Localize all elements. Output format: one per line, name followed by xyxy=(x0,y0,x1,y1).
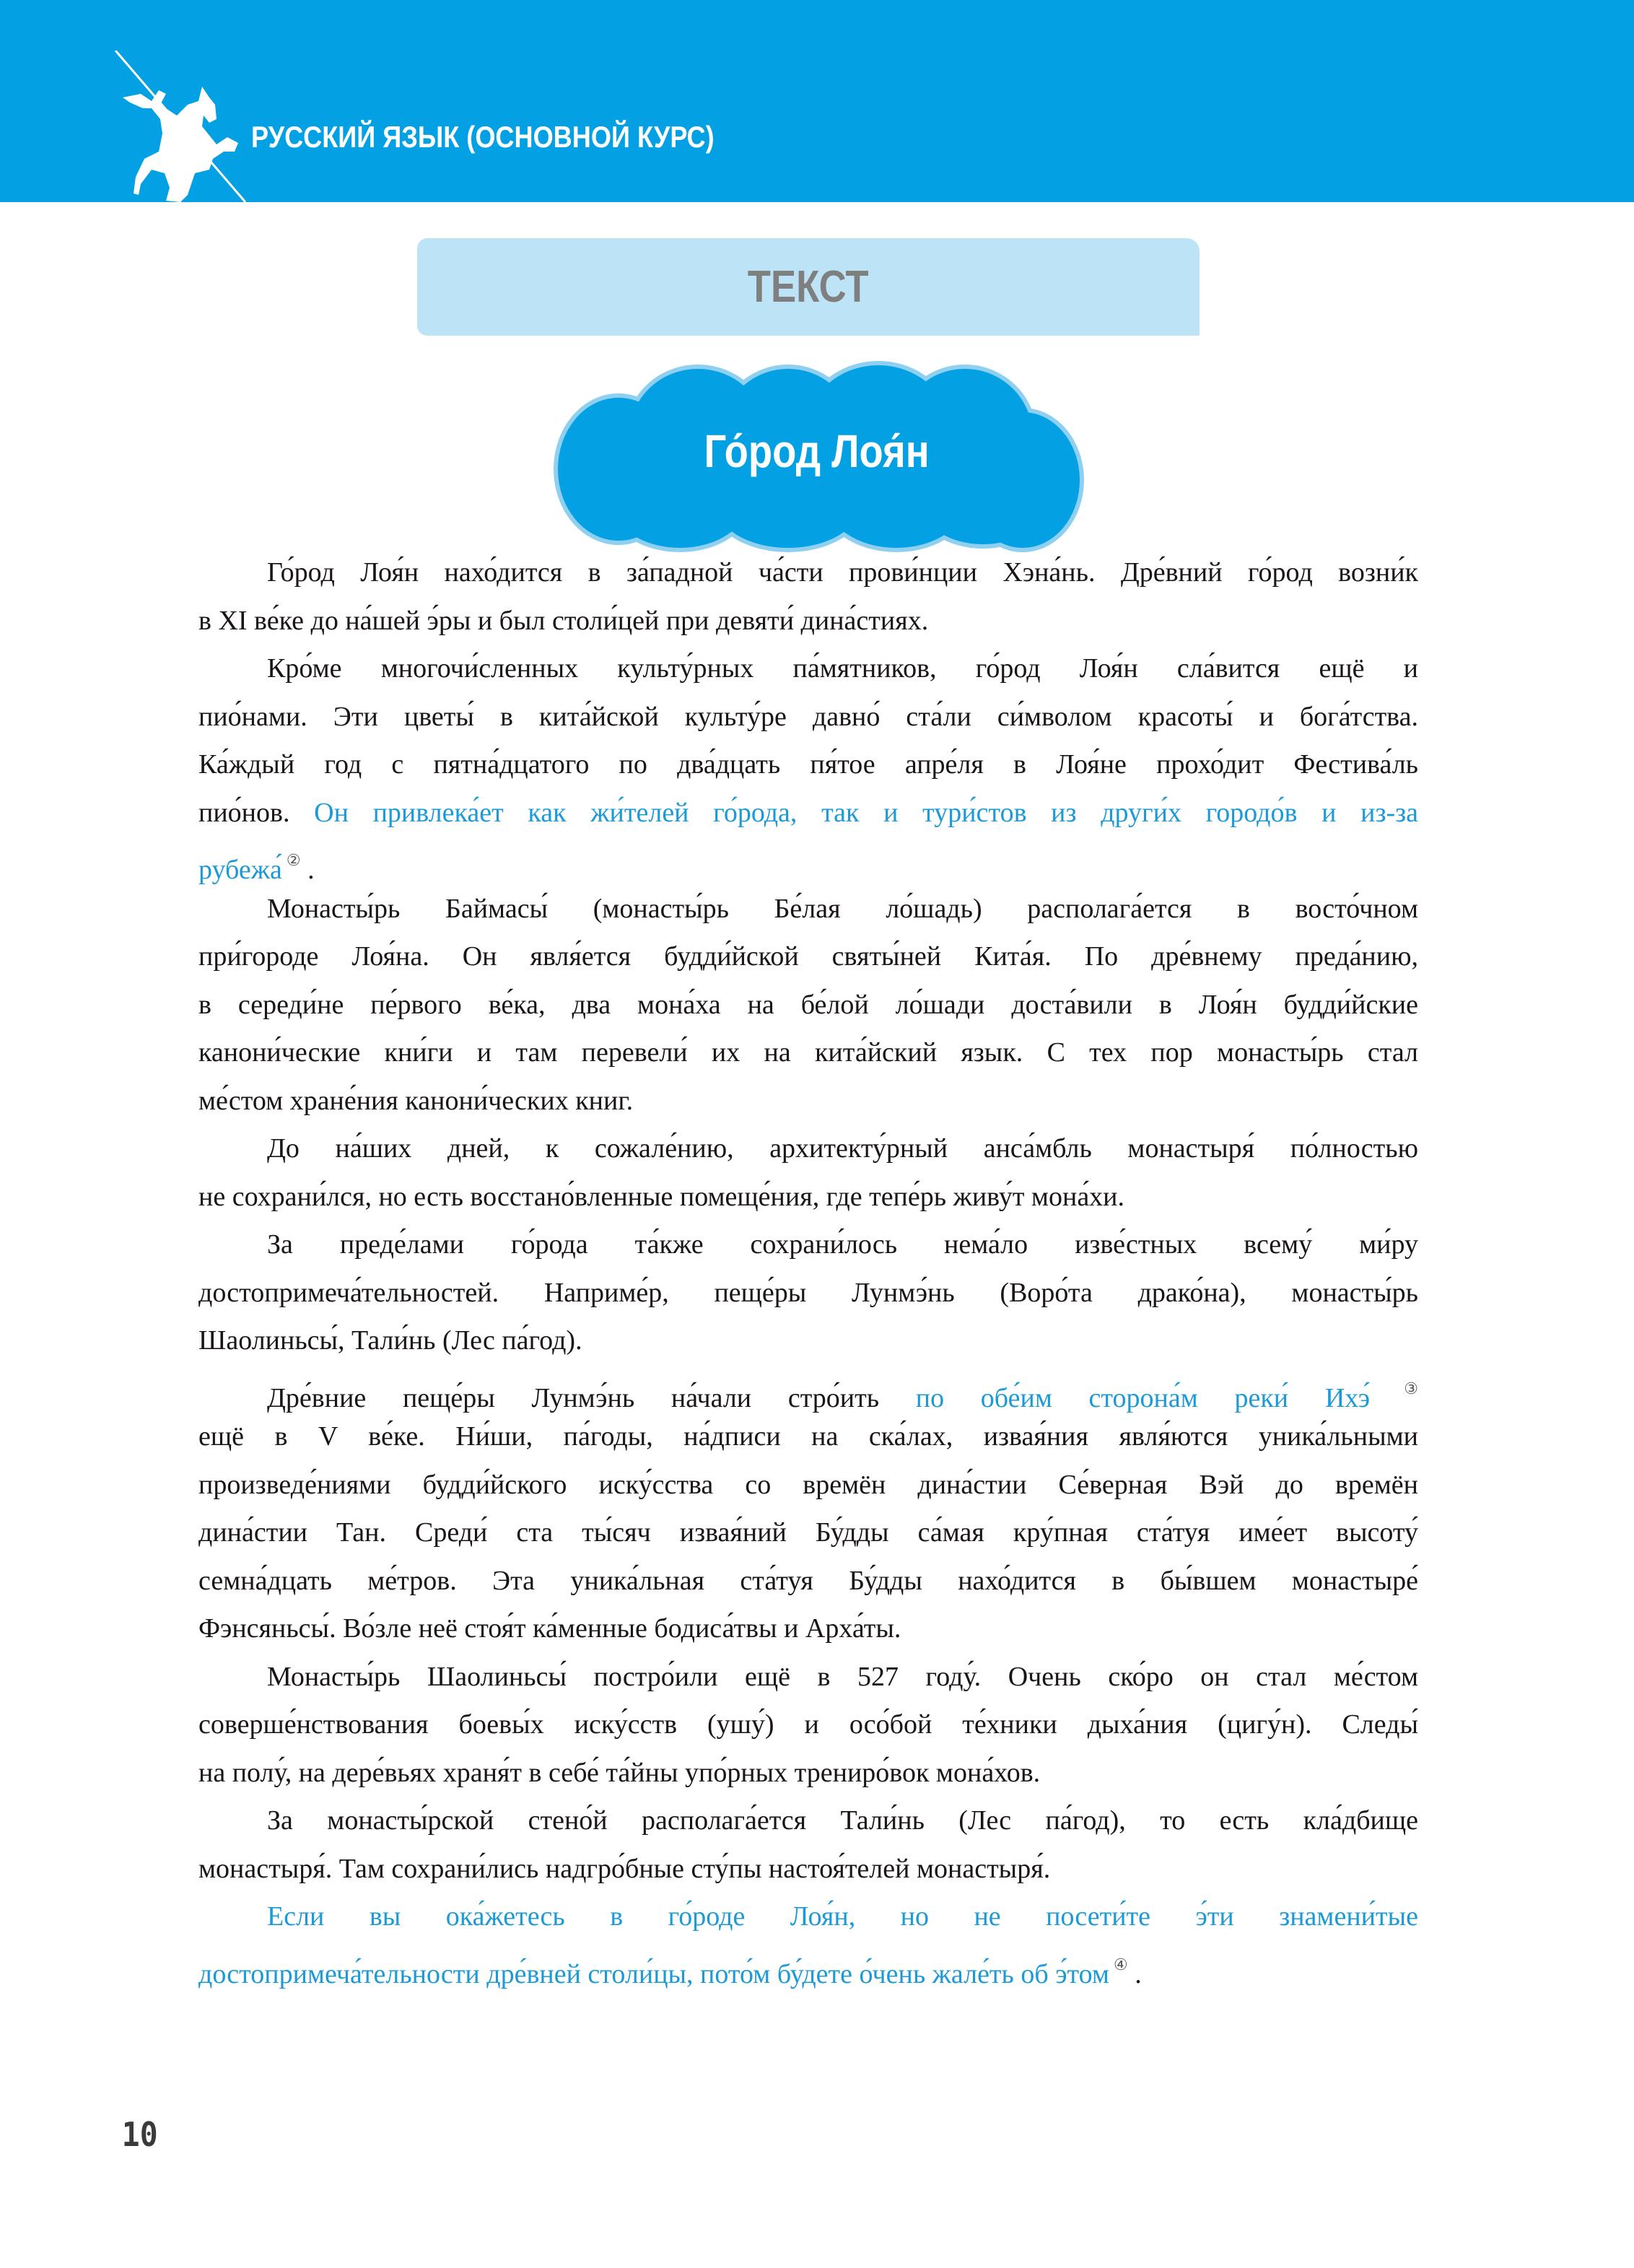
text-segment: дина́стии Тан. Среди́ ста ты́сяч извая́ний Бу́дды са́мая кру́пная ста́туя име́ет высоту́ xyxy=(198,1517,1418,1548)
text-line xyxy=(198,1701,1418,1749)
text-segment: монастыря́. Там сохрани́лись надгро́бные сту́пы настоя́телей монастыря́. xyxy=(198,1853,1051,1884)
text-line xyxy=(198,549,1418,597)
text-line xyxy=(198,1509,1418,1557)
text-line xyxy=(198,933,1418,981)
text-line xyxy=(198,597,1418,645)
footnote-marker: ② xyxy=(286,851,301,869)
text-segment: Шаолиньсы́, Тали́нь (Лес па́год). xyxy=(198,1325,582,1356)
text-line xyxy=(198,789,1418,837)
text-segment: Монасты́рь Баймасы́ (монасты́рь Бе́лая ло́шадь) располага́ется в восто́чном xyxy=(267,893,1418,924)
highlighted-phrase: рубежа́ xyxy=(198,855,282,885)
text-line xyxy=(198,1413,1418,1461)
highlighted-phrase: Если вы ока́жетесь в го́роде Лоя́н, но не посети́те э́ти знамени́тые xyxy=(267,1901,1418,1932)
text-line xyxy=(198,1173,1418,1221)
text-line xyxy=(198,1125,1418,1173)
highlighted-phrase: достопримеча́тельности дре́вней столи́цы, пото́м бу́дете о́чень жале́ть об э́том xyxy=(198,1958,1109,1989)
text-line xyxy=(198,1317,1418,1365)
section-label-box xyxy=(417,238,1200,336)
text-line xyxy=(198,1941,1418,1989)
text-segment: соверше́нствования боевы́х иску́сств (ушу́) и осо́бой те́хники дыха́ния (цигу́н). Следы́ xyxy=(198,1709,1418,1740)
text-line xyxy=(198,1461,1418,1509)
section-label: ТЕКСТ xyxy=(748,262,869,312)
text-title xyxy=(550,361,1084,541)
text-segment: пио́нов. xyxy=(198,797,315,828)
text-line xyxy=(198,1845,1418,1893)
text-line xyxy=(198,1029,1418,1077)
text-title-label: Го́род Лоя́н xyxy=(704,425,930,477)
text-line xyxy=(198,885,1418,933)
text-line xyxy=(198,693,1418,741)
highlighted-phrase: по обе́им сторона́м реки́ Ихэ́ xyxy=(915,1382,1371,1413)
text-line xyxy=(198,1269,1418,1317)
text-line xyxy=(198,1653,1418,1701)
reading-text xyxy=(198,549,1418,1989)
text-segment: Го́род Лоя́н нахо́дится в за́падной ча́сти прови́нции Хэна́нь. Дре́вний го́род возни́к xyxy=(267,557,1418,588)
text-line xyxy=(198,1605,1418,1653)
text-line xyxy=(198,837,1418,885)
text-segment: . xyxy=(1127,1958,1142,1989)
text-segment: . xyxy=(300,855,315,885)
text-segment: в XI ве́ке до на́шей э́ры и был столи́цей при девяти́ дина́стиях. xyxy=(198,605,929,636)
text-segment: канони́ческие кни́ги и там перевели́ их на кита́йский язык. С тех пор монасты́рь стал xyxy=(198,1037,1418,1068)
text-segment: не сохрани́лся, но есть восстано́вленные помеще́ния, где тепе́рь живу́т мона́хи. xyxy=(198,1181,1125,1212)
text-line xyxy=(198,741,1418,789)
text-segment: За монасты́рской стено́й располага́ется Тали́нь (Лес па́год), то есть кла́дбище xyxy=(267,1805,1418,1836)
text-segment: при́городе Лоя́на. Он явля́ется будди́йской святы́ней Кита́я. По дре́внему преда́нию, xyxy=(198,941,1418,972)
page-number: 10 xyxy=(121,2115,158,2154)
text-segment: Кро́ме многочи́сленных культу́рных па́мятников, го́род Лоя́н сла́вится ещё и xyxy=(267,653,1418,684)
text-line xyxy=(198,1077,1418,1125)
text-line xyxy=(198,1221,1418,1269)
text-segment: ещё в V ве́ке. Ни́ши, па́годы, на́дписи на ска́лах, извая́ния явля́ются уника́льными xyxy=(198,1421,1418,1452)
text-line xyxy=(198,645,1418,693)
text-segment: ме́стом хране́ния канони́ческих книг. xyxy=(198,1085,634,1116)
page-header xyxy=(0,0,1634,202)
text-line xyxy=(198,1557,1418,1605)
text-segment: семна́дцать ме́тров. Эта уника́льная ста́туя Бу́дды нахо́дится в бы́вшем монастыре́ xyxy=(198,1565,1418,1596)
text-line xyxy=(198,1893,1418,1941)
text-segment: До на́ших дней, к сожале́нию, архитекту́рный анса́мбль монастыря́ по́лностью xyxy=(267,1133,1418,1164)
footnote-marker: ④ xyxy=(1113,1955,1128,1973)
text-segment: произведе́ниями будди́йского иску́сства со времён дина́стии Се́верная Вэй до времён xyxy=(198,1469,1418,1500)
horseman-logo-icon xyxy=(108,51,274,204)
text-segment: Ка́ждый год с пятна́дцатого по два́дцать пя́тое апре́ля в Лоя́не прохо́дит Фестива́ль xyxy=(198,749,1418,780)
course-title: РУССКИЙ ЯЗЫК (ОСНОВНОЙ КУРС) xyxy=(251,120,715,154)
text-segment: пио́нами. Эти цветы́ в кита́йской культу́ре давно́ ста́ли си́мволом красоты́ и бога́тства. xyxy=(198,701,1418,732)
text-line xyxy=(198,1749,1418,1797)
highlighted-phrase: Он привлека́ет как жи́телей го́рода, так и тури́стов из други́х городо́в и из-за xyxy=(314,797,1418,828)
text-segment: на полу́, на дере́вьях храня́т в себе́ та́йны упо́рных трениро́вок мона́хов. xyxy=(198,1757,1041,1788)
text-segment: Дре́вние пеще́ры Лунмэ́нь на́чали стро́ить xyxy=(267,1382,916,1413)
text-segment: Монасты́рь Шаолиньсы́ постро́или ещё в 527 году́. Очень ско́ро он стал ме́стом xyxy=(267,1661,1418,1692)
text-segment: Фэнсяньсы́. Во́зле неё стоя́т ка́менные бодиса́твы и Арха́ты. xyxy=(198,1613,901,1644)
text-line xyxy=(198,1365,1418,1413)
text-segment: в середи́не пе́рвого ве́ка, два мона́ха на бе́лой ло́шади доста́вили в Лоя́н будди́йские xyxy=(198,989,1418,1020)
footnote-marker: ③ xyxy=(1374,1379,1418,1397)
text-segment: За преде́лами го́рода та́кже сохрани́лось нема́ло изве́стных всему́ ми́ру xyxy=(267,1229,1418,1260)
text-segment: достопримеча́тельностей. Наприме́р, пеще́ры Лунмэ́нь (Воро́та драко́на), монасты́рь xyxy=(198,1277,1418,1308)
text-line xyxy=(198,1797,1418,1845)
text-line xyxy=(198,981,1418,1029)
